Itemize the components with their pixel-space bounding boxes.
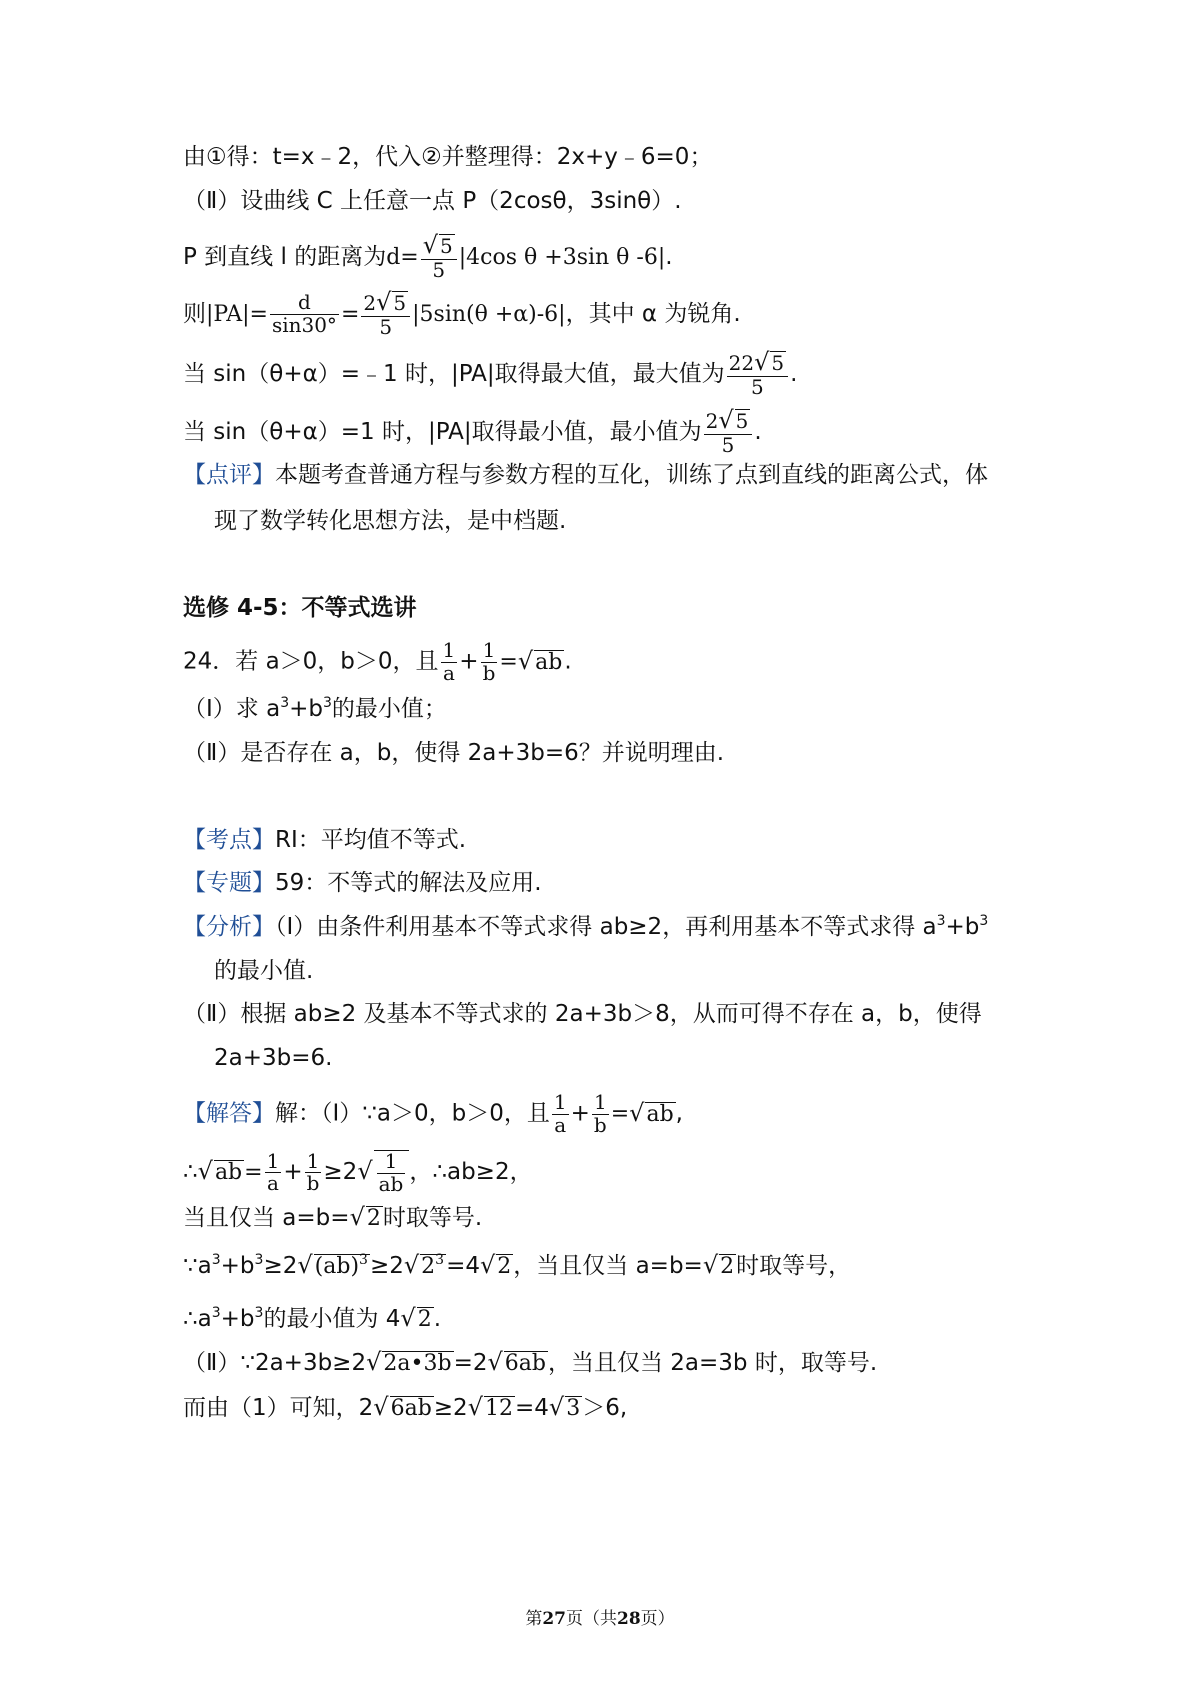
- math-sqrt-3: √3: [548, 1393, 581, 1421]
- math-sqrt-6ab: √6ab: [373, 1393, 432, 1421]
- tag-zhuanti: 【专题】: [183, 870, 275, 896]
- text: 由①得：t=x﹣2，代入②并整理得：2x+y﹣6=0；: [183, 144, 713, 170]
- fraction-22sqrt5-over-5: $\frac{22√ 5}{5}$: [727, 350, 788, 399]
- line-comment: 【点评】本题考查普通方程与参数方程的互化，训练了点到直线的距离公式，体: [183, 462, 988, 488]
- tag-kaodian: 【考点】: [183, 827, 275, 853]
- line-cube-ineq: $\because a^3+b^3\ge 2√(ab)^3\ge 2√2^3=4√2$，当且仅当 a=b=√2时取等号，: [183, 1251, 852, 1279]
- line-distance: P 到直线 l 的距离为d= $\frac{√ 5}{5}$ |4cos θ +3sin θ -6|.: [183, 231, 673, 282]
- math-sqrt-6ab: √6ab: [487, 1348, 546, 1376]
- line-part2-conclusion: 而由（1）可知，2√6ab≥2√12=4√3＞6,: [183, 1393, 628, 1421]
- math-d-eq: d=: [386, 244, 419, 270]
- line-pa: 则|PA|= $\frac{d}{\sin 30^\circ}$ = $\frac{2√ 5}{5}$ |5sin(θ +α)-6|，其中 α 为锐角.: [183, 288, 741, 339]
- math-sqrt-ab-cubed: √(ab)$^3$: [297, 1251, 368, 1279]
- line-part2-ineq: （Ⅱ）∵2a+3b≥2√2a•3b=2√6ab，当且仅当 2a=3b 时，取等号.: [183, 1348, 878, 1376]
- line-fenxi: 【分析】（Ⅰ）由条件利用基本不等式求得 ab≥2，再利用基本不等式求得 $a^3+b^3$: [183, 913, 989, 940]
- math-sqrt-12: √12: [467, 1393, 513, 1421]
- page-number: 27: [542, 1609, 566, 1629]
- line-kaodian: 【考点】RI：平均值不等式.: [183, 827, 467, 853]
- line-fenxi-cont: 的最小值.: [214, 958, 314, 984]
- page-total: 28: [617, 1609, 641, 1629]
- line-step-ab: ∴√ab= $\frac{1}{a}$ + $\frac{1}{b}$ ≥2√ $\frac{1}{ab}$ ，∴ab≥2，: [183, 1148, 533, 1196]
- text: （Ⅱ）设曲线 C 上任意一点 P（2cosθ，3sinθ）.: [183, 188, 682, 214]
- line-fenxi-part2-cont: 2a+3b=6.: [214, 1045, 333, 1071]
- line-jieda: 【解答】解：（Ⅰ）∵a＞0，b＞0，且 $\frac{1}{a}$ + $\frac{1}{b}$ =√ab,: [183, 1090, 683, 1137]
- fraction-sqrt5-over-5: $\frac{√ 5}{5}$: [421, 233, 457, 282]
- radical: √: [357, 1157, 373, 1186]
- fraction-1-over-a: $\frac{1}{a}$: [553, 1090, 567, 1137]
- line-equality-1: 当且仅当 a=b=√2时取等号.: [183, 1203, 483, 1231]
- line-part2-point: [183, 190, 682, 213]
- section-heading: 选修 4-5：不等式选讲: [183, 595, 417, 621]
- math-sqrt2: √2: [400, 1304, 432, 1332]
- fraction-1-over-a: $\frac{1}{a}$: [266, 1148, 280, 1196]
- math-distance-expr: |4cos θ +3sin θ -6|: [458, 244, 666, 270]
- line-min-value: 当 sin（θ+α）=1 时，|PA|取得最小值，最小值为 $\frac{2√ 5}{5}$ .: [183, 406, 762, 457]
- fraction-d-over-sin30: $\frac{d}{\sin 30^\circ}$: [271, 290, 337, 337]
- line-fenxi-part2: （Ⅱ）根据 ab≥2 及基本不等式求的 2a+3b＞8，从而可得不存在 a，b，使得: [183, 1001, 982, 1027]
- fraction-1-over-b: $\frac{1}{b}$: [306, 1148, 320, 1196]
- fraction-1-over-b: $\frac{1}{b}$: [593, 1090, 607, 1137]
- fraction-2sqrt5-over-5-min: $\frac{2√ 5}{5}$: [704, 408, 753, 457]
- text: P 到直线 l 的距离为: [183, 243, 387, 270]
- fraction-1-over-b: $\frac{1}{b}$: [482, 638, 496, 685]
- line-substitution: [183, 146, 712, 169]
- math-sqrt-2a3b: √2a•3b: [366, 1348, 452, 1376]
- tag-comment: 【点评】: [183, 462, 275, 488]
- math-sqrt-2-cubed: $√2^3$: [403, 1251, 445, 1279]
- page-footer: 第27页（共28页）: [525, 1609, 675, 1629]
- math-sqrt2: √2: [349, 1203, 381, 1231]
- math-pa: |PA|=: [206, 301, 268, 327]
- question-24-part1: （Ⅰ）求 $a^3+b^3$的最小值；: [183, 695, 447, 722]
- math-sqrt-ab: √ab: [517, 646, 563, 675]
- tag-jieda: 【解答】: [183, 1100, 275, 1127]
- question-24: 24．若 a＞0，b＞0，且 $\frac{1}{a}$ + $\frac{1}{b}$ =√ab.: [183, 638, 572, 685]
- sqrt-1-over-ab: $\frac{1}{ab}$: [374, 1150, 410, 1195]
- fraction-1-over-a: $\frac{1}{a}$: [442, 638, 456, 685]
- line-max-value: 当 sin（θ+α）=﹣1 时，|PA|取得最大值，最大值为 $\frac{22√ 5}{5}$ .: [183, 348, 798, 399]
- math-sqrt-ab: √ab: [629, 1098, 674, 1127]
- math-pa-expr: |5sin(θ +α)-6|: [412, 301, 566, 327]
- fraction-2sqrt5-over-5: $\frac{2√ 5}{5}$: [361, 290, 410, 339]
- line-comment-cont: 现了数学转化思想方法，是中档题.: [214, 508, 567, 534]
- tag-fenxi: 【分析】: [183, 914, 275, 940]
- line-min-result: $\therefore a^3+b^3$的最小值为 4√2.: [183, 1304, 442, 1332]
- math-sqrt2: √2: [702, 1251, 735, 1279]
- line-zhuanti: 【专题】59：不等式的解法及应用.: [183, 870, 542, 896]
- math-sqrt-ab: √ab: [197, 1157, 243, 1186]
- math-sqrt2: √2: [479, 1251, 512, 1279]
- question-24-part2: （Ⅱ）是否存在 a，b，使得 2a+3b=6？并说明理由.: [183, 740, 725, 766]
